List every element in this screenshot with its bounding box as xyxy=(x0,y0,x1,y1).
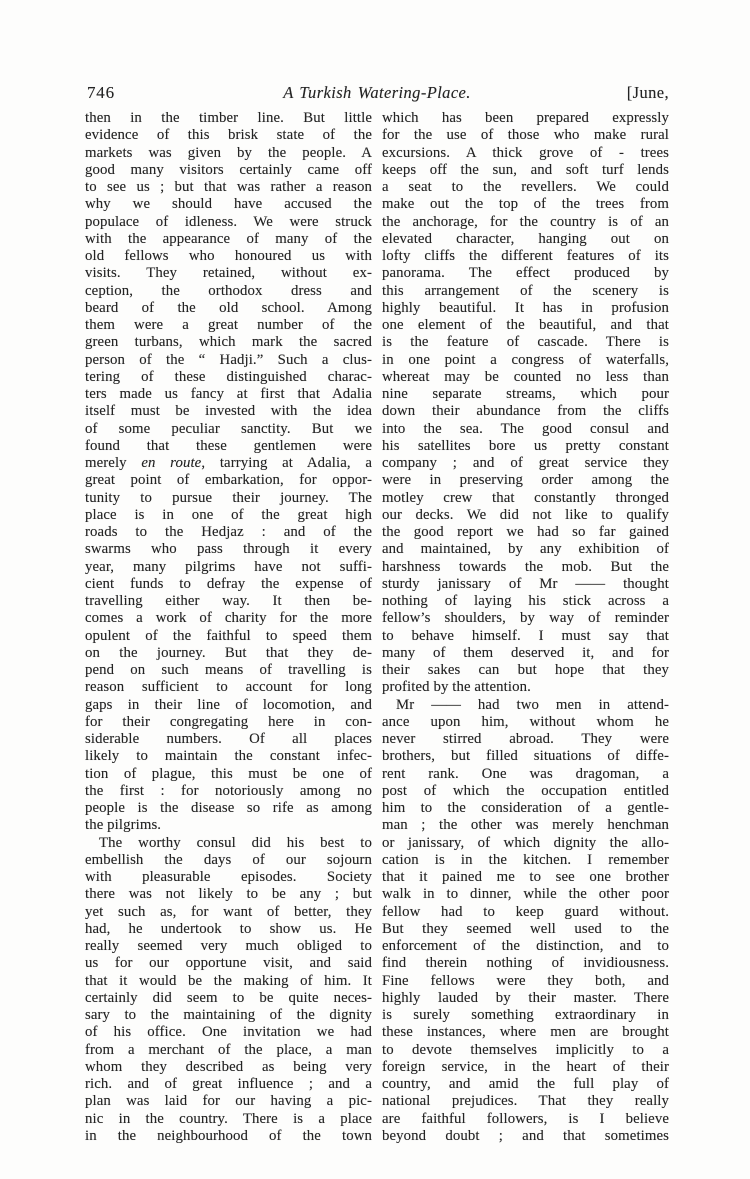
text-line: for the use of those who make rural xyxy=(382,127,669,144)
text-line: then in the timber line. But little xyxy=(85,110,372,126)
text-line: swarms who pass through it every xyxy=(85,541,372,558)
text-line: good many visitors certainly came off xyxy=(85,161,372,178)
text-line: nothing of laying his stick across a xyxy=(382,593,669,609)
text-line: and maintained, by any exhibition of xyxy=(382,541,669,558)
text-line: lofty cliffs the different features of its xyxy=(382,248,669,264)
text-line: that it would be the making of him. It xyxy=(85,972,372,989)
text-line: walk in to dinner, while the other poor xyxy=(382,886,669,903)
text-line: nine separate streams, which pour xyxy=(382,386,669,402)
text-line: brothers, but filled situations of diffe- xyxy=(382,748,669,765)
text-line: found that these gentlemen were xyxy=(85,437,372,454)
text-line: are faithful followers, is I believe xyxy=(382,1110,669,1127)
text-line: with the appearance of many of the xyxy=(85,230,372,247)
text-line: a seat to the revellers. We could xyxy=(382,179,669,195)
text-body xyxy=(85,110,669,1145)
text-line: the pilgrims. xyxy=(85,817,162,834)
text-line: which has been prepared expressly xyxy=(382,110,669,126)
text-line: of some peculiar sanctity. But we xyxy=(85,420,372,437)
text-line: this arrangement of the scenery is xyxy=(382,282,669,299)
text-line: plan was laid for our having a pic- xyxy=(85,1093,372,1110)
text-line: embellish the days of our sojourn xyxy=(85,851,372,868)
text-line: that it pained me to see one brother xyxy=(382,869,669,885)
text-line: great point of embarkation, for oppor- xyxy=(85,472,372,489)
text-line: likely to maintain the constant infec- xyxy=(85,748,372,765)
text-line: the anchorage, for the country is of an xyxy=(382,213,669,230)
text-line: Fine fellows were they both, and xyxy=(382,972,669,989)
text-line: down their abundance from the cliffs xyxy=(382,403,669,420)
text-line: really seemed very much obliged to xyxy=(85,938,372,954)
right-text-column xyxy=(382,110,669,1145)
text-line: year, many pilgrims have not suffi- xyxy=(85,558,372,575)
text-line: their sakes can but hope that they xyxy=(382,662,669,678)
text-line: Mr —— had two men in attend- xyxy=(396,696,669,713)
text-line: is the feature of cascade. There is xyxy=(382,334,669,351)
text-line: had, he undertook to show us. He xyxy=(85,920,372,937)
text-line: ception, the orthodox dress and xyxy=(85,282,372,299)
text-line: to see us ; but that was rather a reason xyxy=(85,179,372,195)
text-line: rent rank. One was dragoman, a xyxy=(382,765,669,782)
text-line: were in preserving order among the xyxy=(382,472,669,489)
text-line: to devote themselves implicitly to a xyxy=(382,1041,669,1058)
text-line: never stirred abroad. They were xyxy=(382,731,669,747)
text-line: excursions. A thick grove of - trees xyxy=(382,144,669,161)
text-line: sary to the maintaining of the dignity xyxy=(85,1007,372,1023)
text-line: in one point a congress of waterfalls, xyxy=(382,351,669,368)
text-line: for their congregating here in con- xyxy=(85,713,372,730)
text-line: our decks. We did not like to qualify xyxy=(382,506,669,523)
text-line: reason sufficient to account for long xyxy=(85,679,372,696)
page-header xyxy=(85,83,669,105)
text-line: nic in the country. There is a place xyxy=(85,1110,372,1127)
text-line: foreign service, in the heart of their xyxy=(382,1058,669,1075)
text-line: travelling either way. It then be- xyxy=(85,593,372,609)
text-line: ters made us fancy at first that Adalia xyxy=(85,386,372,402)
left-text-column xyxy=(85,110,372,1145)
text-line: cation is in the kitchen. I remember xyxy=(382,851,669,868)
text-line: keeps off the sun, and soft turf lends xyxy=(382,161,669,178)
text-line: in the neighbourhood of the town xyxy=(85,1127,372,1144)
text-line: his satellites bore us pretty constant xyxy=(382,437,669,454)
text-line: highly beautiful. It has in profusion xyxy=(382,299,669,316)
text-line: opulent of the faithful to speed them xyxy=(85,627,372,644)
text-line: whereat may be counted no less than xyxy=(382,368,669,385)
text-line: sturdy janissary of Mr —— thought xyxy=(382,575,669,592)
text-line: fellow had to keep guard without. xyxy=(382,903,669,920)
text-line: evidence of this brisk state of the xyxy=(85,127,372,144)
text-line: find therein nothing of invidiousness. xyxy=(382,955,669,972)
issue-date: [June, xyxy=(626,83,669,102)
text-line: person of the “ Hadji.” Such a clus- xyxy=(85,351,372,368)
text-line: one element of the beautiful, and that xyxy=(382,317,669,333)
text-line: beard of the old school. Among xyxy=(85,299,372,316)
text-line: old fellows who honoured us with xyxy=(85,248,372,264)
text-line: tunity to pursue their journey. The xyxy=(85,489,372,506)
text-line: siderable numbers. Of all places xyxy=(85,731,372,747)
text-line: into the sea. The good consul and xyxy=(382,420,669,437)
text-line: or janissary, of which dignity the allo- xyxy=(382,834,669,851)
text-line: green turbans, which mark the sacred xyxy=(85,334,372,351)
text-line: on the journey. But that they de- xyxy=(85,644,372,661)
running-title: A Turkish Watering-Place. xyxy=(283,83,471,102)
text-line: why we should have accused the xyxy=(85,196,372,213)
text-line: man ; the other was merely henchman xyxy=(382,817,669,834)
text-line: post of which the occupation entitled xyxy=(382,782,669,799)
text-line: is surely something extraordinary in xyxy=(382,1007,669,1023)
text-line: certainly did seem to be quite neces- xyxy=(85,989,372,1006)
text-line: harshness towards the mob. But the xyxy=(382,558,669,575)
text-line: itself must be invested with the idea xyxy=(85,403,372,420)
text-line: from a merchant of the place, a man xyxy=(85,1041,372,1058)
text-line: merely en route, tarrying at Adalia, a xyxy=(85,455,372,471)
text-line: profited by the attention. xyxy=(382,679,531,696)
text-line: populace of idleness. We were struck xyxy=(85,213,372,230)
text-line: elevated character, hanging out on xyxy=(382,230,669,247)
text-line: the first : for notoriously among no xyxy=(85,782,372,799)
text-line: panorama. The effect produced by xyxy=(382,265,669,282)
text-line: roads to the Hedjaz : and of the xyxy=(85,524,372,540)
text-line: pend on such means of travelling is xyxy=(85,662,372,678)
text-line: these instances, where men are brought xyxy=(382,1024,669,1041)
text-line: of his office. One invitation we had xyxy=(85,1024,372,1041)
text-line: them were a great number of the xyxy=(85,317,372,333)
text-line: rich. and of great influence ; and a xyxy=(85,1076,372,1092)
text-line: people is the disease so rife as among xyxy=(85,800,372,816)
text-line: country, and amid the full play of xyxy=(382,1076,669,1092)
text-line: tering of these distinguished charac- xyxy=(85,368,372,385)
text-line: with pleasurable episodes. Society xyxy=(85,869,372,885)
page-number: 746 xyxy=(87,83,115,102)
text-line: ance upon him, without whom he xyxy=(382,713,669,730)
text-line: motley crew that constantly thronged xyxy=(382,489,669,506)
text-line: enforcement of the distinction, and to xyxy=(382,938,669,954)
text-line: gaps in their line of locomotion, and xyxy=(85,696,372,713)
text-line: company ; and of great service they xyxy=(382,455,669,471)
text-line: place is in one of the great high xyxy=(85,506,372,523)
text-line: comes a work of charity for the more xyxy=(85,610,372,627)
text-line: us for our opportune visit, and said xyxy=(85,955,372,972)
text-line: cient funds to defray the expense of xyxy=(85,575,372,592)
text-line: fellow’s shoulders, by way of reminder xyxy=(382,610,669,627)
text-line: make out the top of the trees from xyxy=(382,196,669,213)
text-line: highly lauded by their master. There xyxy=(382,989,669,1006)
text-line: tion of plague, this must be one of xyxy=(85,765,372,782)
text-line: him to the consideration of a gentle- xyxy=(382,800,669,816)
text-line: But they seemed well used to the xyxy=(382,920,669,937)
text-line: to behave himself. I must say that xyxy=(382,627,669,644)
text-line: national prejudices. That they really xyxy=(382,1093,669,1110)
text-line: beyond doubt ; and that sometimes xyxy=(382,1127,669,1144)
text-line: The worthy consul did his best to xyxy=(99,834,372,851)
text-line: the good report we had so far gained xyxy=(382,524,669,540)
text-line: visits. They retained, without ex- xyxy=(85,265,372,282)
text-line: markets was given by the people. A xyxy=(85,144,372,161)
text-line: whom they described as being very xyxy=(85,1058,372,1075)
text-line: yet such as, for want of better, they xyxy=(85,903,372,920)
text-line: many of them deserved it, and for xyxy=(382,644,669,661)
text-line: there was not likely to be any ; but xyxy=(85,886,372,903)
